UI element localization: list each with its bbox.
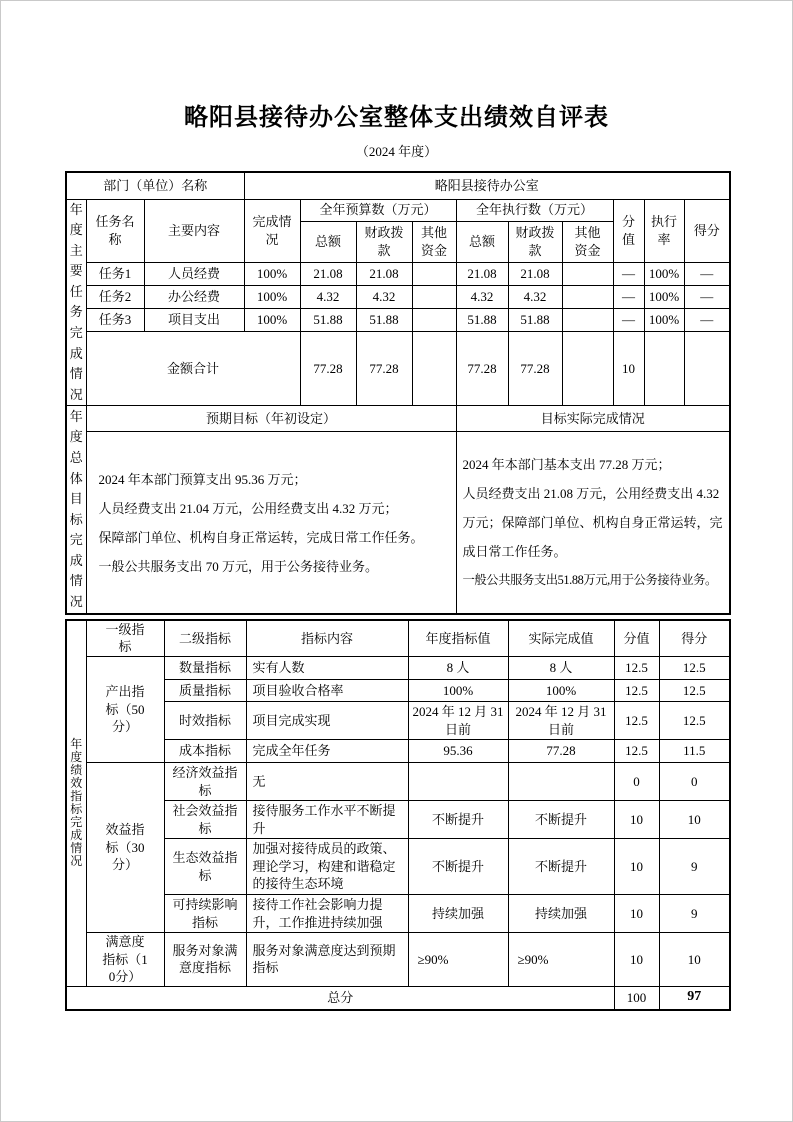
header-budget-total: 总额 bbox=[300, 221, 356, 262]
quantity-content: 实有人数 bbox=[246, 657, 408, 680]
cost-content: 完成全年任务 bbox=[246, 740, 408, 763]
header-exec-rate: 执行率 bbox=[644, 199, 684, 262]
task2-budget-other bbox=[412, 285, 456, 308]
header-annual-value: 年度指标值 bbox=[408, 620, 508, 657]
task2-content: 办公经费 bbox=[144, 285, 244, 308]
task3-score-value: — bbox=[613, 308, 644, 331]
sustainable-score-value: 10 bbox=[614, 894, 659, 932]
expected-goal-line-2: 人员经费支出 21.04 万元，公用经费支出 4.32 万元； bbox=[98, 500, 398, 516]
dept-name-value: 略阳县接待办公室 bbox=[244, 172, 730, 199]
header-ind-score-value: 分值 bbox=[614, 620, 659, 657]
expected-goal-line-3: 保障部门单位、机构自身正常运转，完成日常工作任务。 bbox=[98, 529, 424, 545]
amount-total-score-value: 10 bbox=[613, 332, 644, 406]
social-score: 10 bbox=[659, 801, 730, 839]
task2-exec-other bbox=[562, 285, 613, 308]
amount-total-exec-other bbox=[562, 332, 613, 406]
section1-header-row-1 bbox=[66, 199, 730, 221]
expected-goal-line-4: 一般公共服务支出 70 万元，用于公务接待业务。 bbox=[98, 558, 379, 574]
header-exec-fiscal: 财政拨款 bbox=[508, 221, 562, 262]
section2-side-label: 年度总体目标完成情况 bbox=[66, 406, 86, 614]
header-level1: 一级指标 bbox=[86, 620, 164, 657]
quantity-level2: 数量指标 bbox=[164, 657, 246, 680]
indicator-row-sustainable bbox=[66, 894, 730, 932]
timeliness-content: 项目完成实现 bbox=[246, 702, 408, 740]
timeliness-actual: 2024 年 12 月 31 日前 bbox=[508, 702, 614, 740]
quality-level2: 质量指标 bbox=[164, 680, 246, 702]
amount-total-exec-total: 77.28 bbox=[456, 332, 508, 406]
group-benefit-label: 效益指标（30分） bbox=[86, 763, 164, 933]
task1-exec-other bbox=[562, 262, 613, 285]
sustainable-score: 9 bbox=[659, 894, 730, 932]
group-satisfaction-label: 满意度指标（10分） bbox=[86, 933, 164, 987]
quality-annual: 100% bbox=[408, 680, 508, 702]
quantity-annual: 8 人 bbox=[408, 657, 508, 680]
ecological-annual: 不断提升 bbox=[408, 839, 508, 895]
document-title: 略阳县接待办公室整体支出绩效自评表 bbox=[184, 104, 609, 131]
indicator-row-satisfaction bbox=[66, 933, 730, 987]
social-content: 接待服务工作水平不断提升 bbox=[246, 801, 408, 839]
header-actual-value: 实际完成值 bbox=[508, 620, 614, 657]
header-score-value: 分值 bbox=[613, 199, 644, 262]
task3-budget-total: 51.88 bbox=[300, 308, 356, 331]
task1-exec-fiscal: 21.08 bbox=[508, 262, 562, 285]
task2-score-value: — bbox=[613, 285, 644, 308]
economic-actual bbox=[508, 763, 614, 801]
task1-budget-other bbox=[412, 262, 456, 285]
task1-budget-total: 21.08 bbox=[300, 262, 356, 285]
task3-exec-fiscal: 51.88 bbox=[508, 308, 562, 331]
amount-total-budget-other bbox=[412, 332, 456, 406]
amount-total-exec-fiscal: 77.28 bbox=[508, 332, 562, 406]
task3-exec-other bbox=[562, 308, 613, 331]
dept-name-label: 部门（单位）名称 bbox=[66, 172, 244, 199]
economic-level2: 经济效益指标 bbox=[164, 763, 246, 801]
amount-total-exec-rate bbox=[644, 332, 684, 406]
indicators-header-row bbox=[66, 620, 730, 657]
economic-content: 无 bbox=[246, 763, 408, 801]
quantity-score: 12.5 bbox=[659, 657, 730, 680]
indicator-row-quality bbox=[66, 680, 730, 702]
header-indicator-content: 指标内容 bbox=[246, 620, 408, 657]
quality-actual: 100% bbox=[508, 680, 614, 702]
expected-goal-line-1: 2024 年本部门预算支出 95.36 万元； bbox=[98, 471, 307, 487]
ecological-score: 9 bbox=[659, 839, 730, 895]
sustainable-actual: 持续加强 bbox=[508, 894, 614, 932]
header-score: 得分 bbox=[684, 199, 730, 262]
task-row-3 bbox=[66, 308, 730, 331]
ecological-level2: 生态效益指标 bbox=[164, 839, 246, 895]
group-output-label: 产出指标（50分） bbox=[86, 657, 164, 763]
social-score-value: 10 bbox=[614, 801, 659, 839]
header-completion: 完成情况 bbox=[244, 199, 300, 262]
dept-row bbox=[66, 172, 730, 199]
amount-total-row bbox=[66, 332, 730, 406]
task-row-1 bbox=[66, 262, 730, 285]
social-actual: 不断提升 bbox=[508, 801, 614, 839]
task2-exec-rate: 100% bbox=[644, 285, 684, 308]
task1-completion: 100% bbox=[244, 262, 300, 285]
section1-side-label: 年度主要任务完成情况 bbox=[66, 199, 86, 406]
indicator-row-timeliness bbox=[66, 702, 730, 740]
task3-exec-rate: 100% bbox=[644, 308, 684, 331]
grand-total-label: 总分 bbox=[66, 986, 614, 1010]
social-level2: 社会效益指标 bbox=[164, 801, 246, 839]
amount-total-budget-total: 77.28 bbox=[300, 332, 356, 406]
amount-total-budget-fiscal: 77.28 bbox=[356, 332, 412, 406]
timeliness-score-value: 12.5 bbox=[614, 702, 659, 740]
header-budget-group: 全年预算数（万元） bbox=[300, 199, 456, 221]
task3-name: 任务3 bbox=[86, 308, 144, 331]
expected-goal-text bbox=[86, 432, 456, 614]
grand-total-score: 97 bbox=[659, 986, 730, 1010]
task1-exec-rate: 100% bbox=[644, 262, 684, 285]
timeliness-level2: 时效指标 bbox=[164, 702, 246, 740]
task1-exec-total: 21.08 bbox=[456, 262, 508, 285]
cost-score: 11.5 bbox=[659, 740, 730, 763]
task3-content: 项目支出 bbox=[144, 308, 244, 331]
header-budget-fiscal: 财政拨款 bbox=[356, 221, 412, 262]
grand-total-score-value: 100 bbox=[614, 986, 659, 1010]
economic-score-value: 0 bbox=[614, 763, 659, 801]
document-subtitle: （2024 年度） bbox=[355, 144, 438, 159]
cost-score-value: 12.5 bbox=[614, 740, 659, 763]
timeliness-score: 12.5 bbox=[659, 702, 730, 740]
actual-goal-line-3: 一般公共服务支出51.88万元,用于公务接待业务。 bbox=[462, 573, 717, 588]
expected-goal-header: 预期目标（年初设定） bbox=[86, 406, 456, 432]
ecological-score-value: 10 bbox=[614, 839, 659, 895]
satisfaction-score-value: 10 bbox=[614, 933, 659, 987]
task2-score: — bbox=[684, 285, 730, 308]
goals-content-row bbox=[66, 432, 730, 614]
header-main-content: 主要内容 bbox=[144, 199, 244, 262]
task1-score-value: — bbox=[613, 262, 644, 285]
cost-actual: 77.28 bbox=[508, 740, 614, 763]
sustainable-annual: 持续加强 bbox=[408, 894, 508, 932]
quality-score: 12.5 bbox=[659, 680, 730, 702]
header-exec-other: 其他资金 bbox=[562, 221, 613, 262]
actual-goal-header: 目标实际完成情况 bbox=[456, 406, 730, 432]
sustainable-content: 接待工作社会影响力提升，工作推进持续加强 bbox=[246, 894, 408, 932]
main-table bbox=[65, 171, 731, 615]
quantity-actual: 8 人 bbox=[508, 657, 614, 680]
ecological-content: 加强对接待成员的政策、理论学习，构建和谐稳定的接待生态环境 bbox=[246, 839, 408, 895]
header-budget-other: 其他资金 bbox=[412, 221, 456, 262]
satisfaction-level2: 服务对象满意度指标 bbox=[164, 933, 246, 987]
task-row-2 bbox=[66, 285, 730, 308]
task2-name: 任务2 bbox=[86, 285, 144, 308]
quality-score-value: 12.5 bbox=[614, 680, 659, 702]
indicator-row-economic bbox=[66, 763, 730, 801]
task3-score: — bbox=[684, 308, 730, 331]
quantity-score-value: 12.5 bbox=[614, 657, 659, 680]
satisfaction-content: 服务对象满意度达到预期指标 bbox=[246, 933, 408, 987]
grand-total-row bbox=[66, 986, 730, 1010]
timeliness-annual: 2024 年 12 月 31 日前 bbox=[408, 702, 508, 740]
satisfaction-actual: ≥90% bbox=[508, 933, 614, 987]
actual-goal-line-2: 人员经费支出 21.08 万元，公用经费支出 4.32 万元；保障部门单位、机构自身正常运转，完成日常工作任务。 bbox=[462, 486, 723, 560]
task2-budget-fiscal: 4.32 bbox=[356, 285, 412, 308]
amount-total-label: 金额合计 bbox=[86, 332, 300, 406]
indicators-table bbox=[65, 619, 731, 1011]
indicator-row-cost bbox=[66, 740, 730, 763]
satisfaction-annual: ≥90% bbox=[408, 933, 508, 987]
task2-exec-total: 4.32 bbox=[456, 285, 508, 308]
indicator-row-quantity bbox=[66, 657, 730, 680]
header-ind-score: 得分 bbox=[659, 620, 730, 657]
task3-budget-other bbox=[412, 308, 456, 331]
header-exec-group: 全年执行数（万元） bbox=[456, 199, 613, 221]
actual-goal-text bbox=[456, 432, 730, 614]
actual-goal-line-1: 2024 年本部门基本支出 77.28 万元； bbox=[462, 457, 671, 473]
economic-score: 0 bbox=[659, 763, 730, 801]
amount-total-score bbox=[684, 332, 730, 406]
task3-exec-total: 51.88 bbox=[456, 308, 508, 331]
task2-exec-fiscal: 4.32 bbox=[508, 285, 562, 308]
task2-completion: 100% bbox=[244, 285, 300, 308]
quality-content: 项目验收合格率 bbox=[246, 680, 408, 702]
cost-annual: 95.36 bbox=[408, 740, 508, 763]
task1-budget-fiscal: 21.08 bbox=[356, 262, 412, 285]
header-exec-total: 总额 bbox=[456, 221, 508, 262]
sustainable-level2: 可持续影响指标 bbox=[164, 894, 246, 932]
social-annual: 不断提升 bbox=[408, 801, 508, 839]
task1-content: 人员经费 bbox=[144, 262, 244, 285]
economic-annual bbox=[408, 763, 508, 801]
task2-budget-total: 4.32 bbox=[300, 285, 356, 308]
indicator-row-ecological bbox=[66, 839, 730, 895]
satisfaction-score: 10 bbox=[659, 933, 730, 987]
section3-side-label: 年度绩效指标完成情况 bbox=[66, 620, 86, 986]
task3-completion: 100% bbox=[244, 308, 300, 331]
task1-name: 任务1 bbox=[86, 262, 144, 285]
ecological-actual: 不断提升 bbox=[508, 839, 614, 895]
header-task-name: 任务名称 bbox=[86, 199, 144, 262]
task1-score: — bbox=[684, 262, 730, 285]
header-level2: 二级指标 bbox=[164, 620, 246, 657]
task3-budget-fiscal: 51.88 bbox=[356, 308, 412, 331]
cost-level2: 成本指标 bbox=[164, 740, 246, 763]
goals-header-row bbox=[66, 406, 730, 432]
indicator-row-social bbox=[66, 801, 730, 839]
